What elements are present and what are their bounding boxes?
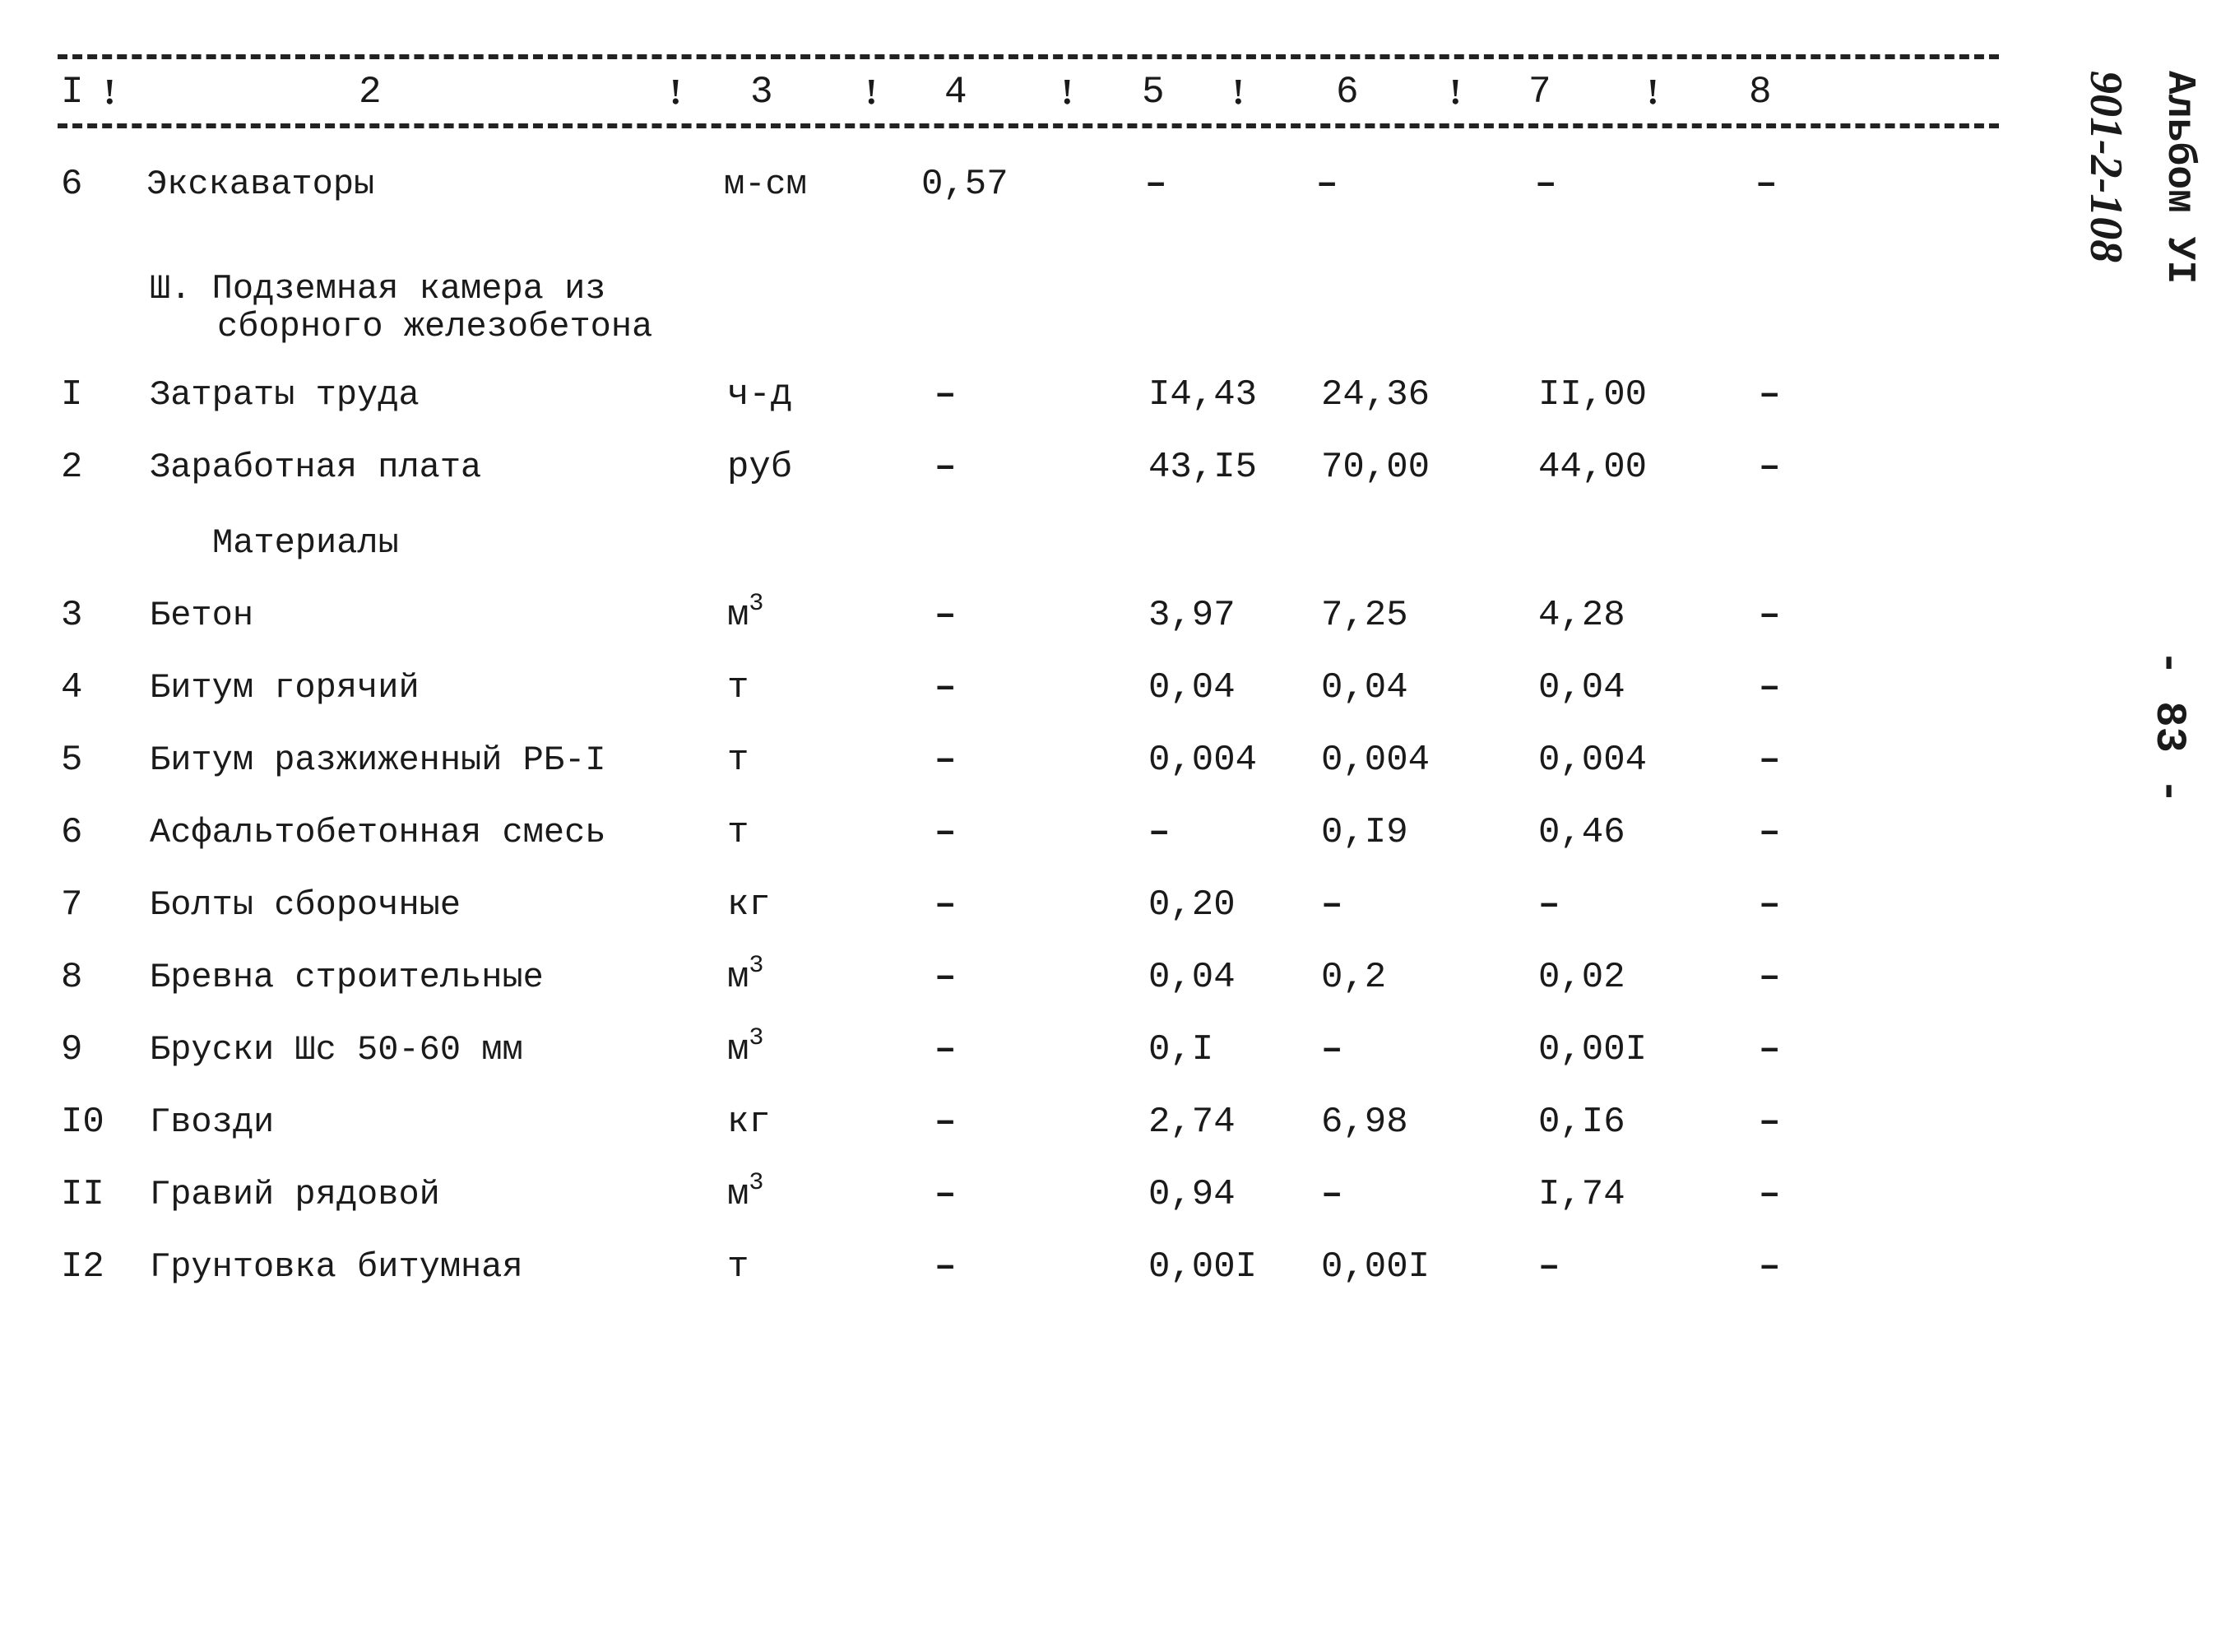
col-header-2: 2	[359, 71, 382, 114]
row-col7: –	[1535, 164, 1557, 205]
row-col7: II,00	[1538, 374, 1648, 415]
row-unit	[727, 1244, 749, 1290]
row-number: 5	[61, 740, 83, 781]
row-col4: –	[934, 1029, 957, 1070]
row-col6: 0,04	[1321, 667, 1408, 708]
row-col6: –	[1321, 884, 1343, 926]
row-unit-text: м	[727, 957, 749, 998]
row-col8: –	[1759, 595, 1781, 636]
row-col8: –	[1759, 447, 1781, 488]
row-col5: 2,74	[1148, 1102, 1236, 1143]
row-col8: –	[1759, 374, 1781, 415]
page-number: - 83 -	[2145, 650, 2193, 805]
row-unit	[727, 1024, 764, 1073]
row-unit	[727, 592, 763, 638]
row-unit	[727, 954, 763, 1000]
row-col4: –	[934, 812, 957, 853]
col-separator: !	[1232, 72, 1245, 112]
row-name: Бетон	[150, 596, 254, 635]
row-col6: 70,00	[1321, 447, 1430, 488]
materials-subheading: Материалы	[212, 523, 399, 563]
col-separator: !	[1449, 72, 1462, 112]
row-col7: –	[1538, 1246, 1560, 1288]
row-unit: м-см	[724, 165, 807, 204]
row-name: Гравий рядовой	[150, 1175, 440, 1214]
row-number: 2	[61, 447, 83, 488]
album-label: Альбом УI	[2157, 71, 2201, 285]
row-unit	[727, 737, 749, 783]
row-col7: 4,28	[1538, 595, 1625, 636]
row-col8: –	[1759, 1102, 1781, 1143]
row-col4: –	[934, 374, 957, 415]
row-col5: –	[1145, 164, 1167, 205]
row-col4: –	[934, 595, 957, 636]
row-col7: 44,00	[1538, 447, 1648, 488]
col-header-7: 7	[1528, 71, 1551, 114]
unit-exponent: 3	[749, 1024, 764, 1052]
row-name: Затраты труда	[150, 375, 420, 415]
row-col6: 0,2	[1321, 957, 1387, 998]
row-col5: 0,I	[1148, 1029, 1214, 1070]
row-col6: 24,36	[1321, 374, 1430, 415]
row-col8: –	[1759, 884, 1781, 926]
row-col5: I4,43	[1148, 374, 1258, 415]
row-col4: –	[934, 1174, 957, 1215]
row-unit-text: т	[727, 667, 749, 708]
row-col4: –	[934, 740, 957, 781]
row-col4: 0,57	[921, 164, 1009, 205]
project-code: 901-2-108	[2080, 71, 2131, 263]
row-name: Гвозди	[150, 1102, 275, 1142]
row-unit-text: ч-д	[727, 374, 793, 415]
row-col8: –	[1759, 1029, 1781, 1070]
row-unit	[727, 810, 749, 856]
row-col8: –	[1759, 740, 1781, 781]
row-name: Болты сборочные	[150, 885, 461, 925]
row-unit-text: кг	[727, 1102, 771, 1143]
row-col6: 0,004	[1321, 740, 1430, 781]
row-unit	[727, 665, 749, 711]
row-unit	[727, 372, 792, 418]
row-col5: 0,20	[1148, 884, 1236, 926]
section-heading-line2: сборного железобетона	[217, 307, 653, 346]
row-col8: –	[1759, 812, 1781, 853]
row-number: 8	[61, 957, 83, 998]
row-col4: –	[934, 447, 957, 488]
row-name: Битум горячий	[150, 668, 420, 708]
row-col6: 6,98	[1321, 1102, 1408, 1143]
row-unit-text: м	[727, 595, 749, 636]
col-header-5: 5	[1142, 71, 1165, 114]
row-name: Бревна строительные	[150, 958, 544, 997]
row-unit	[727, 1169, 764, 1218]
row-name: Грунтовка битумная	[150, 1247, 523, 1287]
row-col8: –	[1759, 957, 1781, 998]
row-number: 6	[61, 812, 83, 853]
row-col7: 0,04	[1538, 667, 1625, 708]
col-header-3: 3	[750, 71, 773, 114]
row-col5: –	[1148, 812, 1171, 853]
row-number: 4	[61, 667, 83, 708]
row-unit-text: руб	[727, 447, 793, 488]
row-col4: –	[934, 884, 957, 926]
row-col8: –	[1759, 1174, 1781, 1215]
row-col6: 7,25	[1321, 595, 1408, 636]
row-col7: 0,46	[1538, 812, 1625, 853]
row-unit-text: т	[727, 812, 749, 853]
row-col5: 0,00I	[1148, 1246, 1258, 1288]
row-col5: 43,I5	[1148, 447, 1258, 488]
section-heading-line1: Ш. Подземная камера из	[150, 269, 606, 309]
col-separator: !	[670, 72, 682, 112]
row-col8: –	[1755, 164, 1778, 205]
row-number: II	[61, 1174, 104, 1215]
row-col7: 0,02	[1538, 957, 1625, 998]
row-col4: –	[934, 1246, 957, 1288]
row-col4: –	[934, 667, 957, 708]
section-heading	[150, 270, 652, 346]
row-name: Экскаваторы	[146, 165, 375, 204]
row-number: 9	[61, 1029, 83, 1070]
col-header-4: 4	[944, 71, 967, 114]
col-header-8: 8	[1749, 71, 1772, 114]
row-name: Битум разжиженный РБ-I	[150, 740, 606, 780]
row-col7: –	[1538, 884, 1560, 926]
row-col5: 0,04	[1148, 957, 1236, 998]
col-separator: !	[1647, 72, 1659, 112]
row-col7: I,74	[1538, 1174, 1625, 1215]
row-number: I2	[61, 1246, 104, 1288]
row-col8: –	[1759, 1246, 1781, 1288]
row-number: 3	[61, 595, 83, 636]
header-top-rule	[58, 54, 1999, 59]
unit-exponent: 3	[749, 952, 764, 980]
row-col6: 0,00I	[1321, 1246, 1430, 1288]
row-col6: –	[1321, 1174, 1343, 1215]
row-name: Асфальтобетонная смесь	[150, 813, 606, 852]
row-col5: 0,94	[1148, 1174, 1236, 1215]
row-col5: 0,04	[1148, 667, 1236, 708]
col-separator: !	[865, 72, 878, 112]
col-separator: !	[104, 72, 116, 112]
row-name: Заработная плата	[150, 448, 482, 487]
unit-exponent: 3	[749, 1169, 764, 1197]
row-col6: 0,I9	[1321, 812, 1408, 853]
row-col4: –	[934, 1102, 957, 1143]
row-name: Бруски Шс 50-60 мм	[150, 1030, 523, 1070]
row-col7: 0,004	[1538, 740, 1648, 781]
row-col5: 0,004	[1148, 740, 1258, 781]
row-col7: 0,00I	[1538, 1029, 1648, 1070]
row-unit-text: м	[727, 1029, 749, 1070]
row-unit	[727, 444, 792, 490]
row-unit-text: т	[727, 740, 749, 781]
col-header-1: I	[61, 71, 84, 114]
row-unit	[727, 1099, 771, 1145]
row-unit-text: т	[727, 1246, 749, 1288]
row-number: I	[61, 374, 83, 415]
unit-exponent: 3	[749, 590, 764, 618]
row-unit-text: м	[727, 1174, 749, 1215]
col-header-6: 6	[1336, 71, 1359, 114]
row-number: 7	[61, 884, 83, 926]
row-col6: –	[1316, 164, 1338, 205]
row-col8: –	[1759, 667, 1781, 708]
row-col7: 0,I6	[1538, 1102, 1625, 1143]
row-col6: –	[1321, 1029, 1343, 1070]
row-unit-text: кг	[727, 884, 771, 926]
row-col5: 3,97	[1148, 595, 1236, 636]
col-separator: !	[1061, 72, 1073, 112]
header-bottom-rule	[58, 123, 1999, 128]
row-unit	[727, 882, 771, 928]
row-number: I0	[61, 1102, 104, 1143]
row-col4: –	[934, 957, 957, 998]
row-number: 6	[61, 164, 83, 205]
